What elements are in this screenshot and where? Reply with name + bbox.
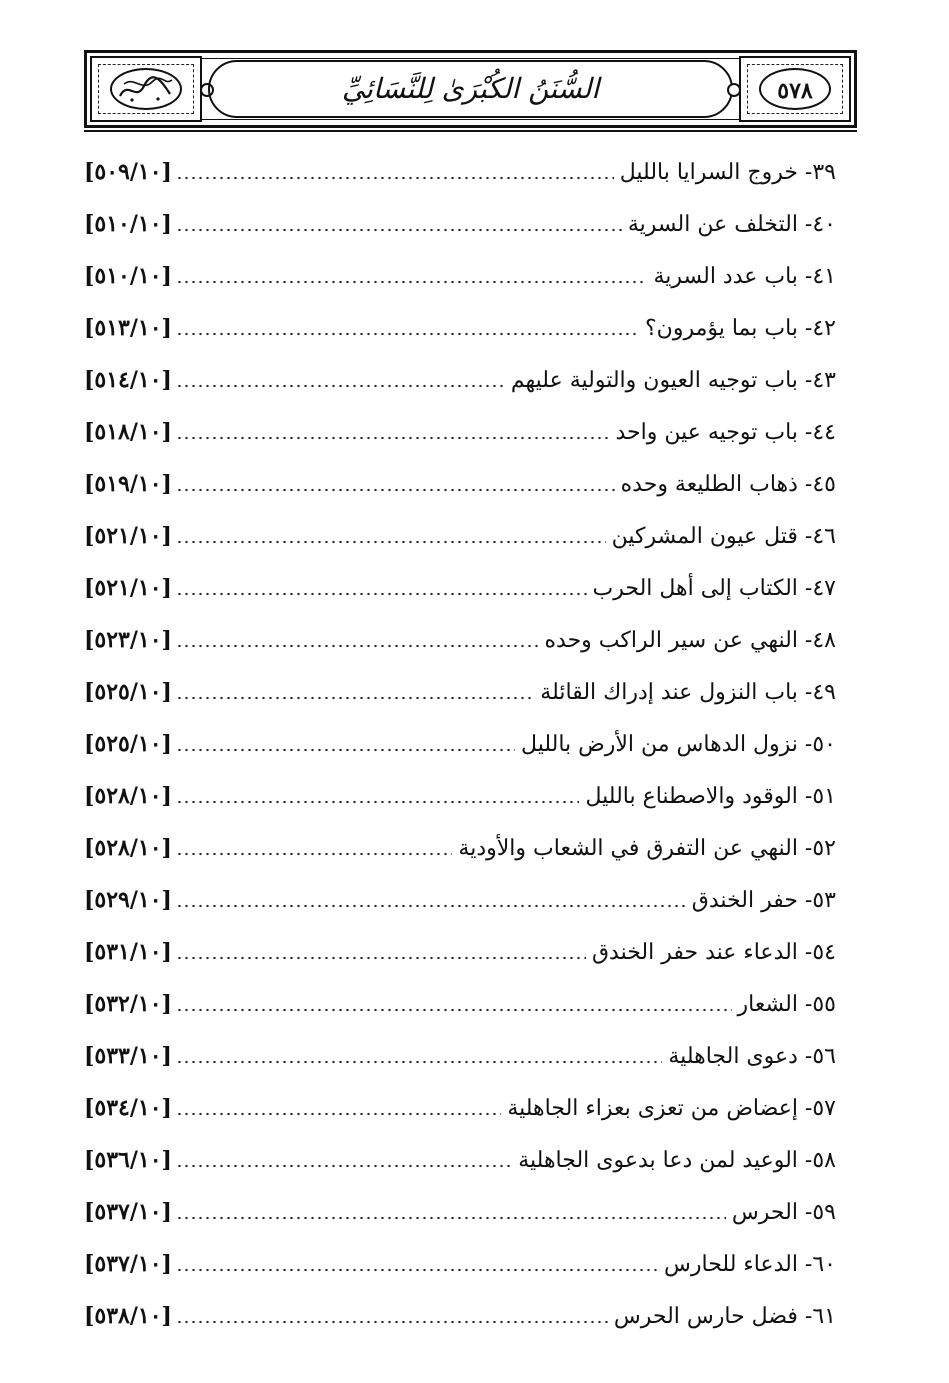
toc-entry: [84, 718, 836, 770]
toc-entry: [84, 770, 836, 822]
entry-title: ٤٩- باب النزول عند إدراك القائلة: [540, 679, 836, 705]
entry-title: ٦٠- الدعاء للحارس: [664, 1251, 836, 1277]
entry-reference: [٥١٩/١٠]: [84, 471, 172, 497]
entry-title: ٤٦- قتل عيون المشركين: [611, 523, 836, 549]
toc-entry: [84, 510, 836, 562]
book-title-box: [208, 60, 733, 118]
entry-reference: [٥٢٨/١٠]: [84, 783, 172, 809]
entry-reference: [٥٣٨/١٠]: [84, 1303, 172, 1329]
leader-dots: [176, 227, 622, 233]
leader-dots: [176, 851, 452, 857]
entry-reference: [٥٢٩/١٠]: [84, 887, 172, 913]
entry-reference: [٥١٨/١٠]: [84, 419, 172, 445]
leader-dots: [176, 435, 610, 441]
entry-reference: [٥١٤/١٠]: [84, 367, 172, 393]
toc-entry: [84, 614, 836, 666]
book-emblem: [90, 56, 202, 122]
toc-entry: [84, 406, 836, 458]
entry-title: ٤٥- ذهاب الطليعة وحده: [620, 471, 836, 497]
leader-dots: [176, 695, 534, 701]
page-number: ٥٧٨: [777, 78, 813, 104]
entry-title: ٥٤- الدعاء عند حفر الخندق: [591, 939, 836, 965]
toc-entry: [84, 1134, 836, 1186]
entry-reference: [٥١٠/١٠]: [84, 263, 172, 289]
entry-title: ٦١- فضل حارس الحرس: [613, 1303, 836, 1329]
toc-entry: [84, 874, 836, 926]
entry-title: ٤٣- باب توجيه العيون والتولية عليهم: [510, 367, 836, 393]
leader-dots: [176, 1215, 726, 1221]
book-title: السُّنَنُ الكُبْرَىٰ لِلنَّسَائِيِّ: [341, 72, 600, 105]
entry-reference: [٥٢١/١٠]: [84, 575, 172, 601]
entry-title: ٥٧- إعضاض من تعزى بعزاء الجاهلية: [507, 1095, 836, 1121]
entry-reference: [٥٣٤/١٠]: [84, 1095, 172, 1121]
toc-entry: [84, 458, 836, 510]
entry-title: ٤١- باب عدد السرية: [653, 263, 836, 289]
entry-title: ٥٥- الشعار: [737, 991, 836, 1017]
leader-dots: [176, 279, 647, 285]
leader-dots: [176, 331, 639, 337]
table-of-contents: [84, 146, 836, 1342]
toc-entry: [84, 302, 836, 354]
leader-dots: [176, 1007, 732, 1013]
toc-entry: [84, 822, 836, 874]
entry-reference: [٥٣٧/١٠]: [84, 1199, 172, 1225]
leader-dots: [176, 747, 515, 753]
entry-reference: [٥٣٣/١٠]: [84, 1043, 172, 1069]
leader-dots: [176, 383, 505, 389]
leader-dots: [176, 175, 614, 181]
entry-reference: [٥٢٣/١٠]: [84, 627, 172, 653]
entry-reference: [٥٢١/١٠]: [84, 523, 172, 549]
entry-reference: [٥٣٧/١٠]: [84, 1251, 172, 1277]
entry-reference: [٥٢٥/١٠]: [84, 731, 172, 757]
entry-title: ٤٠- التخلف عن السرية: [627, 211, 836, 237]
toc-entry: [84, 1082, 836, 1134]
entry-title: ٤٧- الكتاب إلى أهل الحرب: [592, 575, 836, 601]
toc-entry: [84, 1238, 836, 1290]
toc-entry: [84, 354, 836, 406]
toc-entry: [84, 250, 836, 302]
entry-title: ٤٨- النهي عن سير الراكب وحده: [544, 627, 836, 653]
leader-dots: [176, 1163, 512, 1169]
entry-title: ٥٦- دعوى الجاهلية: [668, 1043, 836, 1069]
page-header: [84, 50, 857, 132]
leader-dots: [176, 539, 606, 545]
header-rule: [84, 130, 857, 132]
toc-entry: [84, 1186, 836, 1238]
entry-title: ٥٩- الحرس: [731, 1199, 836, 1225]
entry-title: ٥١- الوقود والاصطناع بالليل: [585, 783, 836, 809]
toc-entry: [84, 198, 836, 250]
leader-dots: [176, 1111, 501, 1117]
entry-title: ٥٢- النهي عن التفرق في الشعاب والأودية: [458, 835, 836, 861]
calligraphy-logo-icon: [114, 72, 178, 106]
entry-reference: [٥٠٩/١٠]: [84, 159, 172, 185]
leader-dots: [176, 643, 539, 649]
entry-reference: [٥٢٨/١٠]: [84, 835, 172, 861]
entry-title: ٥٨- الوعيد لمن دعا بدعوى الجاهلية: [518, 1147, 836, 1173]
toc-entry: [84, 926, 836, 978]
entry-reference: [٥٣١/١٠]: [84, 939, 172, 965]
entry-reference: [٥١٣/١٠]: [84, 315, 172, 341]
leader-dots: [176, 1267, 658, 1273]
entry-title: ٥٣- حفر الخندق: [691, 887, 836, 913]
toc-entry: [84, 978, 836, 1030]
toc-entry: [84, 666, 836, 718]
entry-reference: [٥٣٦/١٠]: [84, 1147, 172, 1173]
entry-reference: [٥١٠/١٠]: [84, 211, 172, 237]
toc-entry: [84, 146, 836, 198]
leader-dots: [176, 903, 686, 909]
entry-reference: [٥٣٢/١٠]: [84, 991, 172, 1017]
leader-dots: [176, 591, 587, 597]
toc-entry: [84, 1030, 836, 1082]
leader-dots: [176, 487, 615, 493]
leader-dots: [176, 799, 580, 805]
leader-dots: [176, 1319, 608, 1325]
page-number-emblem: [739, 56, 851, 122]
leader-dots: [176, 955, 586, 961]
entry-title: ٤٤- باب توجيه عين واحد: [615, 419, 836, 445]
entry-title: ٤٢- باب بما يؤمرون؟: [644, 315, 836, 341]
entry-reference: [٥٢٥/١٠]: [84, 679, 172, 705]
leader-dots: [176, 1059, 662, 1065]
entry-title: ٥٠- نزول الدهاس من الأرض بالليل: [521, 731, 836, 757]
toc-entry: [84, 562, 836, 614]
toc-entry: [84, 1290, 836, 1342]
entry-title: ٣٩- خروج السرايا بالليل: [619, 159, 836, 185]
